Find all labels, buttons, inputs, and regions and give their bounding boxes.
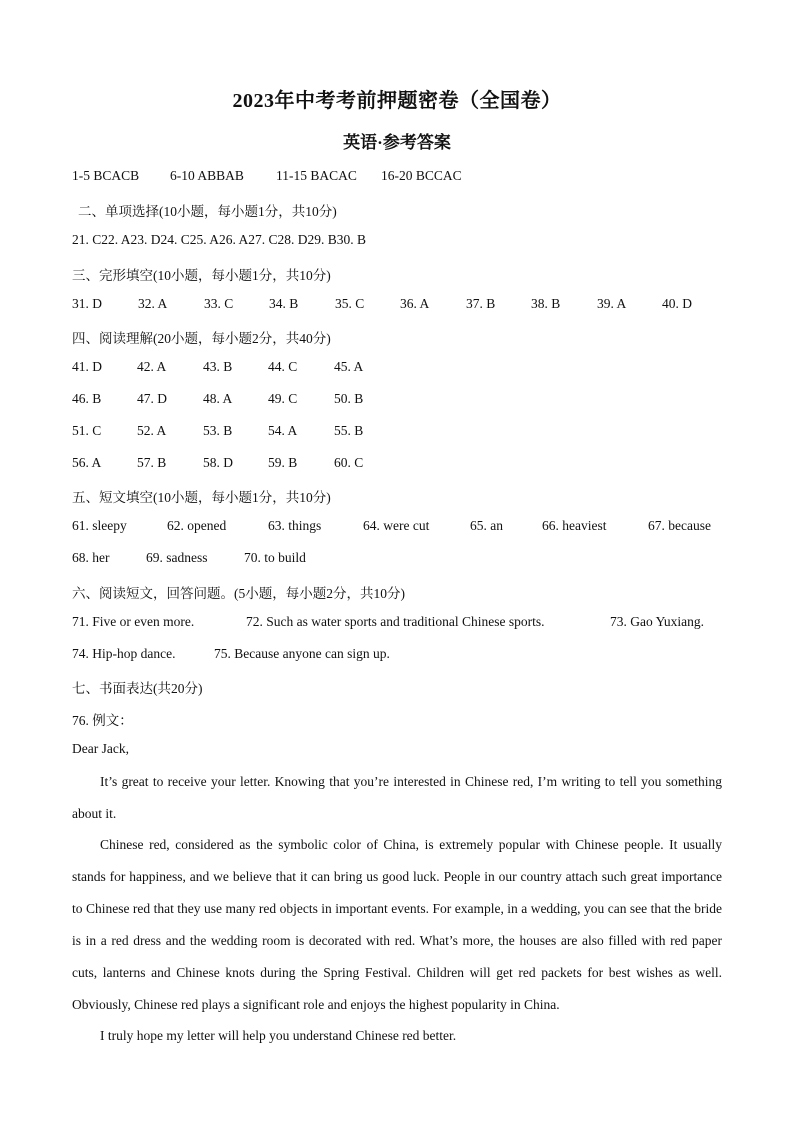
- answer-item: 50. B: [334, 391, 364, 406]
- page-subtitle: 英语·参考答案: [343, 133, 451, 152]
- section-heading: 二、单项选择(10小题，每小题1分，共10分): [78, 204, 337, 219]
- section-heading: 七、书面表达(共20分): [72, 681, 203, 696]
- answer-item: 73. Gao Yuxiang.: [610, 614, 704, 629]
- answer-item: 43. B: [203, 359, 233, 374]
- answer-item: 59. B: [268, 455, 298, 470]
- answer-item: 56. A: [72, 455, 102, 470]
- section-heading: 四、阅读理解(20小题，每小题2分，共40分): [72, 331, 331, 346]
- answer-item: 48. A: [203, 391, 233, 406]
- section-heading: 六、阅读短文，回答问题。(5小题，每小题2分，共10分): [72, 586, 405, 601]
- answer-item: 68. her: [72, 550, 110, 565]
- answer-group: 1-5 BCACB: [72, 168, 140, 183]
- answer-item: 35. C: [335, 296, 365, 311]
- sample-label: 76. 例文：: [72, 713, 133, 728]
- answer-item: 31. D: [72, 296, 102, 311]
- answer-group: 16-20 BCCAC: [381, 168, 462, 183]
- answer-item: 62. opened: [167, 518, 227, 533]
- answer-item: 60. C: [334, 455, 364, 470]
- answer-item: 65. an: [470, 518, 503, 533]
- answer-item: 64. were cut: [363, 518, 430, 533]
- answer-item: 37. B: [466, 296, 496, 311]
- answer-item: 44. C: [268, 359, 298, 374]
- section-answers: 21. C22. A23. D24. C25. A26. A27. C28. D29. B30. B: [72, 232, 367, 247]
- answer-item: 58. D: [203, 455, 233, 470]
- answer-item: 72. Such as water sports and traditional Chinese sports.: [246, 614, 545, 629]
- answer-item: 67. because: [648, 518, 711, 533]
- answer-item: 55. B: [334, 423, 364, 438]
- answer-item: 34. B: [269, 296, 299, 311]
- answer-item: 69. sadness: [146, 550, 208, 565]
- answer-item: 46. B: [72, 391, 102, 406]
- answer-group: 11-15 BACAC: [276, 168, 357, 183]
- answer-item: 75. Because anyone can sign up.: [214, 646, 390, 661]
- answer-item: 32. A: [138, 296, 168, 311]
- answer-item: 70. to build: [244, 550, 306, 565]
- answer-item: 33. C: [204, 296, 234, 311]
- answer-item: 47. D: [137, 391, 167, 406]
- letter-paragraph: It’s great to receive your letter. Knowing that you’re interested in Chinese red, I’m writing to tell you something about it.: [72, 774, 722, 821]
- answer-item: 61. sleepy: [72, 518, 127, 533]
- answer-item: 54. A: [268, 423, 298, 438]
- answer-item: 45. A: [334, 359, 364, 374]
- letter-greeting: Dear Jack,: [72, 741, 129, 756]
- answer-item: 39. A: [597, 296, 627, 311]
- answer-item: 51. C: [72, 423, 102, 438]
- answer-group: 6-10 ABBAB: [170, 168, 244, 183]
- answer-item: 53. B: [203, 423, 233, 438]
- answer-item: 40. D: [662, 296, 692, 311]
- letter-paragraph: Chinese red, considered as the symbolic color of China, is extremely popular with Chinese people. It usually stands for happiness, and we believe that it can bring us good luck. People in our country attach such great importance to Chinese red that they use many red objects in important events. For example, in a wedding, you can see that the bride is in a red dress and the wedding room is decorated with red. What’s more, the houses are also filled with red paper cuts, lanterns and Chinese knots during the Spring Festival. Children will get red packets for best wishes as well. Obviously, Chinese red plays a significant role and enjoys the highest popularity in China.: [72, 837, 722, 1012]
- letter-paragraph: I truly hope my letter will help you understand Chinese red better.: [100, 1028, 457, 1043]
- answer-item: 42. A: [137, 359, 167, 374]
- answer-item: 38. B: [531, 296, 561, 311]
- answer-item: 63. things: [268, 518, 322, 533]
- section-heading: 三、完形填空(10小题，每小题1分，共10分): [72, 268, 331, 283]
- answer-item: 71. Five or even more.: [72, 614, 195, 629]
- answer-item: 57. B: [137, 455, 167, 470]
- answer-item: 66. heaviest: [542, 518, 607, 533]
- answer-item: 52. A: [137, 423, 167, 438]
- answer-item: 49. C: [268, 391, 298, 406]
- answer-item: 74. Hip-hop dance.: [72, 646, 176, 661]
- section-heading: 五、短文填空(10小题，每小题1分，共10分): [72, 490, 331, 505]
- answer-item: 41. D: [72, 359, 102, 374]
- answer-item: 36. A: [400, 296, 430, 311]
- page-title: 2023年中考考前押题密卷（全国卷）: [232, 90, 562, 112]
